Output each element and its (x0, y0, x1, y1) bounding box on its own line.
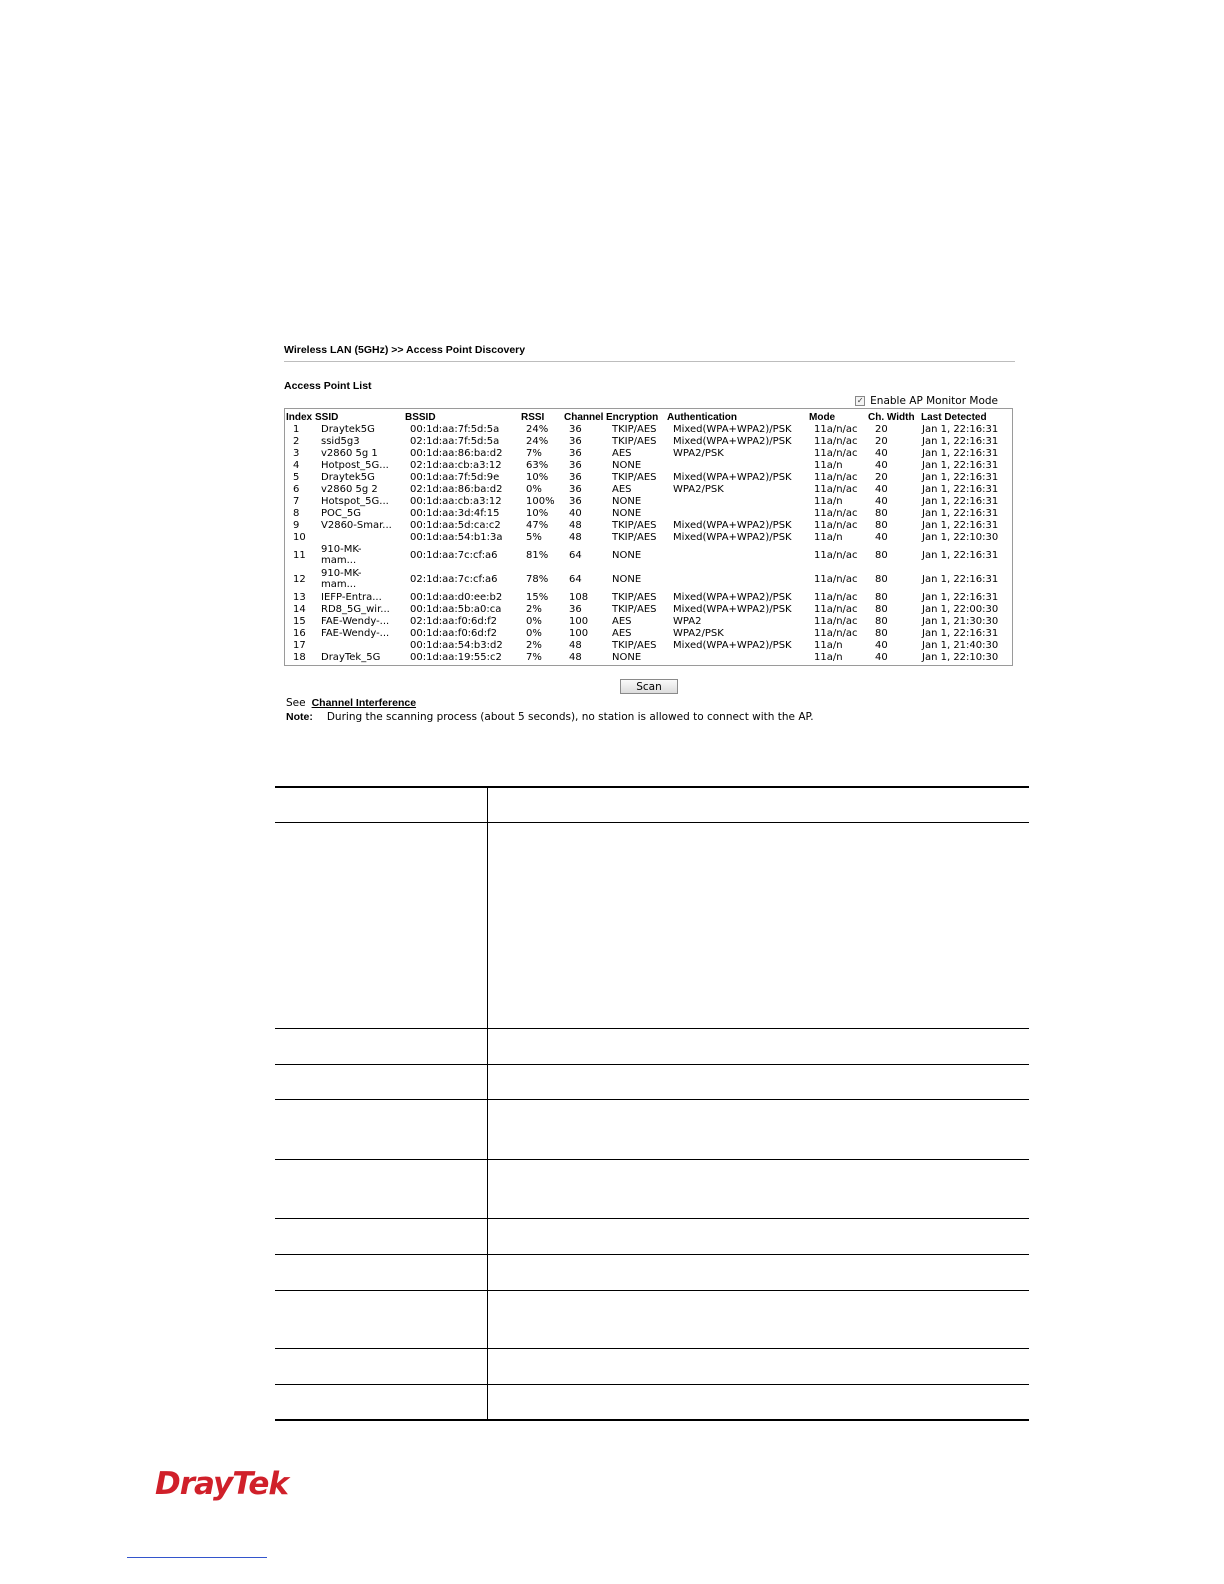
ap-cell-mode: 11a/n/ac (814, 472, 858, 483)
ap-cell-ssid: RD8_5G_wir... (321, 604, 390, 615)
ap-cell-rssi: 24% (526, 436, 549, 447)
ap-cell-rssi: 0% (526, 484, 542, 495)
ap-cell-ssid: v2860 5g 1 (321, 448, 378, 459)
ap-monitor-mode-toggle[interactable] (855, 395, 998, 407)
ap-cell-encryption: TKIP/AES (612, 532, 657, 543)
ap-cell-ch-width: 80 (875, 628, 888, 639)
ap-cell-last-detected: Jan 1, 21:40:30 (922, 640, 999, 651)
ap-cell-bssid: 00:1d:aa:cb:a3:12 (410, 496, 502, 507)
ap-cell-channel: 40 (569, 508, 582, 519)
ap-row (285, 484, 1012, 496)
ap-cell-authentication: Mixed(WPA+WPA2)/PSK (673, 592, 792, 603)
table-row-rule (275, 1064, 1029, 1065)
ap-cell-bssid: 00:1d:aa:19:55:c2 (410, 652, 502, 663)
ap-cell-mode: 11a/n (814, 532, 843, 543)
ap-cell-last-detected: Jan 1, 22:16:31 (922, 574, 999, 585)
ap-cell-ch-width: 40 (875, 652, 888, 663)
ap-cell-ch-width: 40 (875, 484, 888, 495)
ap-cell-index: 3 (293, 448, 300, 459)
ap-cell-rssi: 10% (526, 472, 549, 483)
ap-cell-ssid: POC_5G (321, 508, 361, 519)
table-row-rule (275, 1348, 1029, 1349)
ap-cell-index: 12 (293, 574, 306, 585)
ap-cell-encryption: NONE (612, 508, 642, 519)
ap-cell-ssid: Hotspot_5G... (321, 496, 389, 507)
note-line (286, 711, 814, 723)
ap-cell-ssid: 910-MK- mam... (321, 544, 362, 566)
col-header-last-detected: Last Detected (921, 412, 987, 423)
ap-cell-bssid: 00:1d:aa:5d:ca:c2 (410, 520, 501, 531)
ap-cell-encryption: NONE (612, 496, 642, 507)
ap-cell-last-detected: Jan 1, 22:10:30 (922, 652, 999, 663)
table-column-divider (487, 787, 488, 1421)
ap-cell-channel: 36 (569, 460, 582, 471)
note-text: During the scanning process (about 5 seconds), no station is allowed to connect with the AP. (326, 711, 814, 723)
ap-cell-encryption: TKIP/AES (612, 640, 657, 651)
note-label: Note: (286, 711, 313, 723)
ap-cell-channel: 36 (569, 424, 582, 435)
ap-cell-ssid: Draytek5G (321, 472, 375, 483)
ap-cell-ch-width: 40 (875, 460, 888, 471)
table-row-rule (275, 1254, 1029, 1255)
ap-cell-mode: 11a/n/ac (814, 436, 858, 447)
ap-cell-last-detected: Jan 1, 22:16:31 (922, 520, 999, 531)
ap-cell-last-detected: Jan 1, 22:16:31 (922, 628, 999, 639)
ap-cell-channel: 36 (569, 448, 582, 459)
ap-row (285, 460, 1012, 472)
ap-cell-authentication: Mixed(WPA+WPA2)/PSK (673, 640, 792, 651)
ap-row (285, 640, 1012, 652)
ap-cell-rssi: 7% (526, 448, 542, 459)
ap-cell-ch-width: 20 (875, 436, 888, 447)
ap-cell-ch-width: 80 (875, 592, 888, 603)
ap-cell-authentication: WPA2/PSK (673, 448, 724, 459)
ap-cell-index: 5 (293, 472, 300, 483)
ap-cell-last-detected: Jan 1, 22:16:31 (922, 592, 999, 603)
ap-cell-index: 9 (293, 520, 300, 531)
ap-cell-authentication: WPA2/PSK (673, 628, 724, 639)
ap-cell-bssid: 02:1d:aa:7c:cf:a6 (410, 574, 498, 585)
ap-cell-ssid: Hotpost_5G... (321, 460, 389, 471)
ap-cell-rssi: 0% (526, 616, 542, 627)
channel-interference-link[interactable]: Channel Interference (311, 697, 417, 709)
ap-cell-mode: 11a/n (814, 652, 843, 663)
ap-cell-rssi: 100% (526, 496, 555, 507)
ap-cell-ch-width: 40 (875, 448, 888, 459)
ap-row (285, 628, 1012, 640)
ap-cell-ssid: V2860-Smar... (321, 520, 392, 531)
ap-cell-rssi: 10% (526, 508, 549, 519)
ap-cell-index: 6 (293, 484, 300, 495)
ap-cell-last-detected: Jan 1, 22:16:31 (922, 484, 999, 495)
ap-cell-encryption: TKIP/AES (612, 604, 657, 615)
ap-row (285, 604, 1012, 616)
ap-cell-bssid: 00:1d:aa:86:ba:d2 (410, 448, 503, 459)
ap-row (285, 520, 1012, 532)
ap-cell-last-detected: Jan 1, 22:10:30 (922, 532, 999, 543)
ap-cell-bssid: 00:1d:aa:3d:4f:15 (410, 508, 500, 519)
ap-row (285, 544, 1012, 568)
ap-cell-last-detected: Jan 1, 22:16:31 (922, 460, 999, 471)
ap-cell-ch-width: 20 (875, 472, 888, 483)
ap-cell-index: 11 (293, 550, 306, 561)
ap-cell-authentication: Mixed(WPA+WPA2)/PSK (673, 436, 792, 447)
ap-cell-bssid: 00:1d:aa:5b:a0:ca (410, 604, 502, 615)
ap-cell-ch-width: 40 (875, 532, 888, 543)
table-row-rule (275, 1099, 1029, 1100)
ap-cell-channel: 100 (569, 616, 589, 627)
table-row-rule (275, 1384, 1029, 1385)
ap-cell-bssid: 00:1d:aa:7c:cf:a6 (410, 550, 498, 561)
ap-cell-ch-width: 80 (875, 616, 888, 627)
ap-cell-last-detected: Jan 1, 22:16:31 (922, 496, 999, 507)
ap-cell-mode: 11a/n/ac (814, 448, 858, 459)
ap-cell-index: 1 (293, 424, 300, 435)
ap-cell-mode: 11a/n/ac (814, 550, 858, 561)
draytek-logo: DrayTek (155, 1466, 288, 1502)
footer-link-underline (127, 1557, 267, 1558)
ap-cell-ssid: ssid5g3 (321, 436, 360, 447)
ap-cell-last-detected: Jan 1, 22:16:31 (922, 550, 999, 561)
ap-cell-rssi: 47% (526, 520, 549, 531)
ap-cell-channel: 36 (569, 436, 582, 447)
ap-cell-rssi: 24% (526, 424, 549, 435)
ap-cell-encryption: TKIP/AES (612, 592, 657, 603)
ap-cell-authentication: Mixed(WPA+WPA2)/PSK (673, 604, 792, 615)
ap-cell-authentication: Mixed(WPA+WPA2)/PSK (673, 424, 792, 435)
ap-cell-bssid: 00:1d:aa:7f:5d:9e (410, 472, 500, 483)
ap-cell-ch-width: 80 (875, 520, 888, 531)
ap-cell-mode: 11a/n (814, 496, 843, 507)
col-header-rssi: RSSI (521, 412, 545, 423)
ap-cell-channel: 36 (569, 496, 582, 507)
ap-cell-ch-width: 80 (875, 574, 888, 585)
scan-button[interactable]: Scan (620, 679, 678, 694)
ap-cell-last-detected: Jan 1, 22:00:30 (922, 604, 999, 615)
ap-cell-mode: 11a/n (814, 640, 843, 651)
ap-cell-mode: 11a/n/ac (814, 574, 858, 585)
ap-cell-bssid: 02:1d:aa:7f:5d:5a (410, 436, 500, 447)
ap-row (285, 496, 1012, 508)
table-top-rule (275, 786, 1029, 788)
table-row-rule (275, 1028, 1029, 1029)
ap-cell-channel: 108 (569, 592, 589, 603)
ap-cell-channel: 36 (569, 472, 582, 483)
ap-row (285, 616, 1012, 628)
ap-row (285, 592, 1012, 604)
ap-cell-rssi: 7% (526, 652, 542, 663)
ap-row (285, 424, 1012, 436)
ap-cell-mode: 11a/n/ac (814, 604, 858, 615)
ap-cell-channel: 48 (569, 532, 582, 543)
ap-cell-bssid: 00:1d:aa:54:b3:d2 (410, 640, 503, 651)
ap-cell-ssid: IEFP-Entra... (321, 592, 382, 603)
ap-cell-index: 17 (293, 640, 306, 651)
ap-row (285, 436, 1012, 448)
ap-cell-rssi: 2% (526, 640, 542, 651)
ap-cell-last-detected: Jan 1, 22:16:31 (922, 448, 999, 459)
table-row-rule (275, 1159, 1029, 1160)
col-header-ch-width: Ch. Width (868, 412, 915, 423)
ap-cell-bssid: 00:1d:aa:7f:5d:5a (410, 424, 500, 435)
ap-cell-index: 4 (293, 460, 300, 471)
ap-cell-channel: 36 (569, 604, 582, 615)
ap-cell-last-detected: Jan 1, 22:16:31 (922, 424, 999, 435)
ap-cell-mode: 11a/n/ac (814, 424, 858, 435)
table-row-rule (275, 1218, 1029, 1219)
title-divider (284, 361, 1015, 362)
ap-cell-ssid: Draytek5G (321, 424, 375, 435)
ap-list-header (285, 412, 1012, 424)
ap-cell-ch-width: 80 (875, 508, 888, 519)
ap-cell-rssi: 81% (526, 550, 549, 561)
ap-cell-mode: 11a/n/ac (814, 484, 858, 495)
ap-cell-bssid: 02:1d:aa:86:ba:d2 (410, 484, 503, 495)
ap-cell-ch-width: 40 (875, 640, 888, 651)
ap-cell-bssid: 00:1d:aa:54:b1:3a (410, 532, 503, 543)
ap-cell-ch-width: 20 (875, 424, 888, 435)
ap-cell-authentication: WPA2 (673, 616, 702, 627)
see-prefix: See (286, 697, 306, 709)
ap-cell-mode: 11a/n/ac (814, 616, 858, 627)
ap-cell-bssid: 00:1d:aa:d0:ee:b2 (410, 592, 503, 603)
col-header-channel: Channel (564, 412, 604, 423)
section-title: Access Point List (284, 380, 372, 392)
ap-cell-mode: 11a/n/ac (814, 520, 858, 531)
ap-cell-channel: 36 (569, 484, 582, 495)
page-title: Wireless LAN (5GHz) >> Access Point Discovery (284, 344, 526, 356)
ap-cell-index: 2 (293, 436, 300, 447)
ap-cell-index: 8 (293, 508, 300, 519)
ap-cell-mode: 11a/n/ac (814, 628, 858, 639)
ap-cell-ssid: FAE-Wendy-... (321, 616, 390, 627)
ap-cell-channel: 48 (569, 640, 582, 651)
ap-row (285, 532, 1012, 544)
ap-cell-encryption: TKIP/AES (612, 520, 657, 531)
ap-cell-encryption: TKIP/AES (612, 472, 657, 483)
access-point-list (284, 408, 1013, 666)
ap-cell-authentication: Mixed(WPA+WPA2)/PSK (673, 472, 792, 483)
ap-cell-encryption: AES (612, 484, 632, 495)
ap-cell-index: 16 (293, 628, 306, 639)
ap-cell-rssi: 63% (526, 460, 549, 471)
ap-cell-channel: 48 (569, 520, 582, 531)
table-header-rule (275, 822, 1029, 823)
ap-cell-encryption: TKIP/AES (612, 436, 657, 447)
ap-cell-encryption: NONE (612, 550, 642, 561)
ap-cell-rssi: 5% (526, 532, 542, 543)
ap-cell-index: 18 (293, 652, 306, 663)
ap-row (285, 448, 1012, 460)
ap-cell-rssi: 0% (526, 628, 542, 639)
ap-cell-ssid: FAE-Wendy-... (321, 628, 390, 639)
ap-cell-mode: 11a/n (814, 460, 843, 471)
ap-cell-last-detected: Jan 1, 22:16:31 (922, 472, 999, 483)
col-header-authentication: Authentication (667, 412, 737, 423)
see-line (286, 697, 416, 709)
ap-cell-last-detected: Jan 1, 21:30:30 (922, 616, 999, 627)
ap-cell-bssid: 02:1d:aa:cb:a3:12 (410, 460, 502, 471)
ap-cell-index: 13 (293, 592, 306, 603)
col-header-mode: Mode (809, 412, 836, 423)
ap-cell-last-detected: Jan 1, 22:16:31 (922, 508, 999, 519)
ap-cell-rssi: 2% (526, 604, 542, 615)
ap-cell-rssi: 78% (526, 574, 549, 585)
ap-cell-channel: 64 (569, 550, 582, 561)
ap-cell-encryption: NONE (612, 460, 642, 471)
ap-monitor-mode-label: Enable AP Monitor Mode (870, 395, 998, 407)
ap-cell-index: 10 (293, 532, 306, 543)
ap-cell-index: 14 (293, 604, 306, 615)
ap-row (285, 508, 1012, 520)
ap-cell-channel: 48 (569, 652, 582, 663)
ap-cell-ch-width: 80 (875, 550, 888, 561)
col-header-index: Index (286, 412, 313, 423)
ap-cell-authentication: WPA2/PSK (673, 484, 724, 495)
ap-cell-mode: 11a/n/ac (814, 592, 858, 603)
ap-cell-ssid: DrayTek_5G (321, 652, 381, 663)
ap-cell-bssid: 02:1d:aa:f0:6d:f2 (410, 616, 498, 627)
ap-row (285, 472, 1012, 484)
ap-cell-ssid: v2860 5g 2 (321, 484, 378, 495)
ap-row (285, 568, 1012, 592)
ap-cell-encryption: AES (612, 448, 632, 459)
ap-cell-channel: 100 (569, 628, 589, 639)
ap-cell-mode: 11a/n/ac (814, 508, 858, 519)
ap-cell-bssid: 00:1d:aa:f0:6d:f2 (410, 628, 498, 639)
ap-cell-channel: 64 (569, 574, 582, 585)
ap-cell-ch-width: 80 (875, 604, 888, 615)
ap-cell-encryption: AES (612, 628, 632, 639)
ap-cell-index: 15 (293, 616, 306, 627)
ap-cell-encryption: TKIP/AES (612, 424, 657, 435)
ap-cell-authentication: Mixed(WPA+WPA2)/PSK (673, 532, 792, 543)
table-bottom-rule (275, 1419, 1029, 1421)
checkbox-checked-icon[interactable]: ✓ (856, 396, 864, 405)
ap-cell-ssid: 910-MK- mam... (321, 568, 362, 590)
col-header-bssid: BSSID (405, 412, 436, 423)
ap-cell-ch-width: 40 (875, 496, 888, 507)
ap-cell-last-detected: Jan 1, 22:16:31 (922, 436, 999, 447)
ap-cell-index: 7 (293, 496, 300, 507)
ap-cell-encryption: AES (612, 616, 632, 627)
col-header-encryption: Encryption (606, 412, 659, 423)
ap-cell-authentication: Mixed(WPA+WPA2)/PSK (673, 520, 792, 531)
ap-cell-encryption: NONE (612, 652, 642, 663)
ap-cell-rssi: 15% (526, 592, 549, 603)
ap-row (285, 652, 1012, 664)
col-header-ssid: SSID (315, 412, 339, 423)
ap-cell-encryption: NONE (612, 574, 642, 585)
table-row-rule (275, 1290, 1029, 1291)
